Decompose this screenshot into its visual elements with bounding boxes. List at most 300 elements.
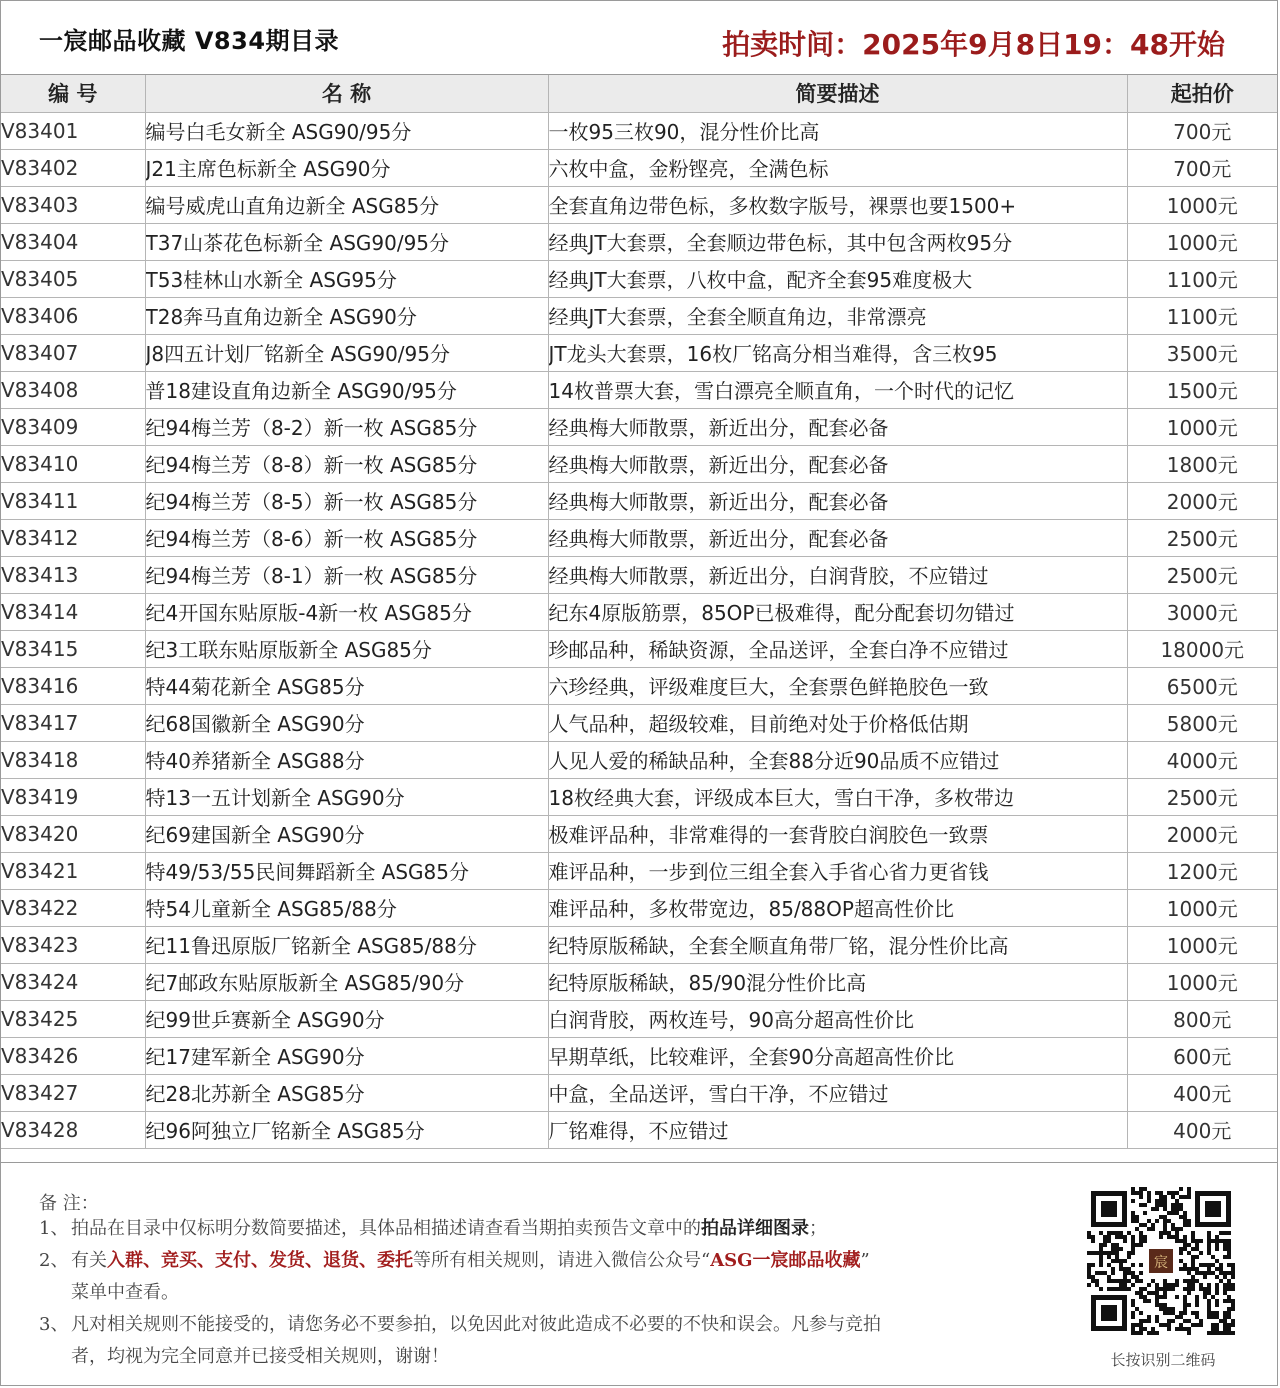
lot-name: J8四五计划厂铭新全 ASG90/95分 — [145, 334, 548, 371]
qr-module — [1143, 1211, 1147, 1215]
notes-section — [1, 1162, 1277, 1386]
qr-module — [1139, 1319, 1143, 1323]
qr-module — [1155, 1291, 1159, 1295]
lot-description: 厂铭难得，不应错过 — [548, 1111, 1127, 1148]
qr-module — [1231, 1299, 1235, 1303]
qr-module — [1123, 1287, 1127, 1291]
qr-module — [1231, 1287, 1235, 1291]
qr-module — [1231, 1267, 1235, 1271]
qr-module — [1191, 1287, 1195, 1291]
qr-module — [1095, 1251, 1099, 1255]
qr-module — [1187, 1331, 1191, 1335]
qr-module — [1227, 1283, 1231, 1287]
qr-module — [1131, 1323, 1135, 1327]
qr-module — [1131, 1215, 1135, 1219]
qr-module — [1187, 1287, 1191, 1291]
qr-module — [1215, 1287, 1219, 1291]
qr-module — [1159, 1215, 1163, 1219]
qr-module — [1111, 1231, 1115, 1235]
qr-module — [1135, 1291, 1139, 1295]
qr-module — [1091, 1251, 1095, 1255]
qr-module — [1215, 1323, 1219, 1327]
qr-module — [1131, 1311, 1135, 1315]
qr-module — [1119, 1283, 1123, 1287]
qr-module — [1219, 1231, 1223, 1235]
qr-module — [1207, 1311, 1211, 1315]
lot-description: 珍邮品种，稀缺资源，全品送评，全套白净不应错过 — [548, 630, 1127, 667]
qr-module — [1207, 1243, 1211, 1247]
qr-module — [1131, 1243, 1135, 1247]
qr-module — [1147, 1283, 1151, 1287]
qr-module — [1139, 1263, 1143, 1267]
qr-module — [1143, 1235, 1147, 1239]
qr-module — [1171, 1223, 1175, 1227]
qr-module — [1095, 1279, 1099, 1283]
qr-module — [1091, 1239, 1095, 1243]
qr-module — [1167, 1235, 1171, 1239]
qr-module — [1223, 1275, 1227, 1279]
qr-module — [1227, 1247, 1231, 1251]
qr-module — [1207, 1331, 1211, 1335]
qr-module — [1223, 1255, 1227, 1259]
table-row — [1, 334, 1277, 371]
qr-module — [1183, 1303, 1187, 1307]
qr-module — [1179, 1251, 1183, 1255]
table-row — [1, 445, 1277, 482]
qr-module — [1143, 1203, 1147, 1207]
lot-description: 纪特原版稀缺，全套全顺直角带厂铭，混分性价比高 — [548, 926, 1127, 963]
qr-module — [1135, 1243, 1139, 1247]
qr-module — [1227, 1255, 1231, 1259]
lot-description: 纪特原版稀缺，85/90混分性价比高 — [548, 963, 1127, 1000]
qr-module — [1091, 1279, 1095, 1283]
qr-module — [1131, 1283, 1135, 1287]
lot-name: 纪28北苏新全 ASG85分 — [145, 1074, 548, 1111]
qr-module — [1143, 1299, 1147, 1303]
qr-module — [1187, 1243, 1191, 1247]
qr-module — [1163, 1287, 1167, 1291]
lot-name: 纪11鲁迅原版厂铭新全 ASG85/88分 — [145, 926, 548, 963]
qr-module — [1227, 1251, 1231, 1255]
qr-module — [1211, 1263, 1215, 1267]
qr-module — [1163, 1203, 1167, 1207]
qr-module — [1155, 1299, 1159, 1303]
qr-module — [1131, 1299, 1135, 1303]
table-row — [1, 926, 1277, 963]
note-text: ； — [809, 1218, 827, 1239]
qr-module — [1187, 1283, 1191, 1287]
qr-module — [1179, 1327, 1183, 1331]
qr-module — [1195, 1311, 1199, 1315]
qr-module — [1159, 1203, 1163, 1207]
qr-module — [1227, 1287, 1231, 1291]
qr-module — [1143, 1327, 1147, 1331]
table-row — [1, 1074, 1277, 1111]
qr-module — [1179, 1207, 1183, 1211]
qr-module — [1139, 1187, 1143, 1191]
qr-module — [1207, 1247, 1211, 1251]
qr-module — [1163, 1323, 1167, 1327]
qr-module — [1183, 1263, 1187, 1267]
qr-module — [1111, 1287, 1115, 1291]
qr-module — [1103, 1271, 1107, 1275]
qr-module — [1123, 1267, 1127, 1271]
lot-description: 难评品种，一步到位三组全套入手省心省力更省钱 — [548, 852, 1127, 889]
qr-module — [1199, 1319, 1203, 1323]
note-text: 有关 — [71, 1250, 107, 1271]
qr-module — [1223, 1283, 1227, 1287]
qr-module — [1131, 1251, 1135, 1255]
lot-name: 特40养猪新全 ASG88分 — [145, 741, 548, 778]
qr-module — [1139, 1191, 1143, 1195]
qr-module — [1183, 1319, 1187, 1323]
qr-module — [1211, 1311, 1215, 1315]
qr-module — [1203, 1271, 1207, 1275]
note-highlight-account: ASG一宸邮品收藏 — [710, 1250, 861, 1271]
lot-start-price: 400元 — [1127, 1111, 1277, 1148]
lot-name: J21主席色标新全 ASG90分 — [145, 149, 548, 186]
qr-module — [1195, 1303, 1199, 1307]
qr-module — [1115, 1255, 1119, 1259]
qr-module — [1107, 1287, 1111, 1291]
lot-name: 纪94梅兰芳（8-2）新一枚 ASG85分 — [145, 408, 548, 445]
lot-name: 普18建设直角边新全 ASG90/95分 — [145, 371, 548, 408]
qr-module — [1195, 1243, 1199, 1247]
qr-module — [1227, 1307, 1231, 1311]
qr-module — [1147, 1195, 1151, 1199]
lot-name: 纪69建国新全 ASG90分 — [145, 815, 548, 852]
qr-module — [1187, 1267, 1191, 1271]
qr-module — [1199, 1239, 1203, 1243]
qr-module — [1147, 1299, 1151, 1303]
lot-start-price: 2500元 — [1127, 519, 1277, 556]
lot-name: 特13一五计划新全 ASG90分 — [145, 778, 548, 815]
column-header-start-price: 起拍价 — [1127, 75, 1277, 112]
qr-module — [1115, 1243, 1119, 1247]
qr-module — [1159, 1303, 1163, 1307]
qr-module — [1191, 1231, 1195, 1235]
qr-module — [1171, 1287, 1175, 1291]
note-emphasis: 拍品详细图录 — [701, 1218, 809, 1239]
qr-module — [1215, 1267, 1219, 1271]
qr-module — [1231, 1323, 1235, 1327]
qr-module — [1127, 1271, 1131, 1275]
qr-module — [1087, 1235, 1091, 1239]
qr-module — [1231, 1331, 1235, 1335]
lot-start-price: 1100元 — [1127, 297, 1277, 334]
lot-start-price: 2000元 — [1127, 815, 1277, 852]
qr-module — [1179, 1247, 1183, 1251]
qr-module — [1215, 1235, 1219, 1239]
qr-module — [1131, 1235, 1135, 1239]
qr-module — [1227, 1243, 1231, 1247]
qr-module — [1131, 1211, 1135, 1215]
qr-module — [1131, 1239, 1135, 1243]
qr-module — [1175, 1327, 1179, 1331]
qr-module — [1135, 1323, 1139, 1327]
qr-module — [1187, 1319, 1191, 1323]
qr-module — [1107, 1279, 1111, 1283]
qr-module — [1207, 1235, 1211, 1239]
lot-code: V83421 — [1, 852, 145, 889]
qr-module — [1111, 1247, 1115, 1251]
qr-module — [1227, 1279, 1231, 1283]
qr-module — [1111, 1267, 1115, 1271]
table-row — [1, 519, 1277, 556]
lot-description: 六珍经典，评级难度巨大，全套票色鲜艳胶色一致 — [548, 667, 1127, 704]
qr-module — [1127, 1231, 1131, 1235]
qr-module — [1231, 1303, 1235, 1307]
lot-code: V83409 — [1, 408, 145, 445]
lot-description: 经典JT大套票，全套全顺直角边，非常漂亮 — [548, 297, 1127, 334]
qr-module — [1143, 1295, 1147, 1299]
lot-description: 经典JT大套票，八枚中盒，配齐全套95难度极大 — [548, 260, 1127, 297]
qr-module — [1119, 1247, 1123, 1251]
qr-module — [1211, 1323, 1215, 1327]
qr-module — [1195, 1239, 1199, 1243]
qr-module — [1155, 1295, 1159, 1299]
qr-module — [1131, 1199, 1135, 1203]
qr-module — [1131, 1315, 1135, 1319]
qr-module — [1183, 1239, 1187, 1243]
lot-name: 纪17建军新全 ASG90分 — [145, 1037, 548, 1074]
note-3 — [39, 1309, 1039, 1373]
qr-module — [1191, 1247, 1195, 1251]
qr-code-icon[interactable] — [1087, 1187, 1235, 1335]
lot-code: V83426 — [1, 1037, 145, 1074]
table-row — [1, 482, 1277, 519]
qr-module — [1163, 1283, 1167, 1287]
qr-module — [1207, 1307, 1211, 1311]
qr-module — [1139, 1235, 1143, 1239]
qr-module — [1115, 1231, 1119, 1235]
qr-module — [1131, 1219, 1135, 1223]
qr-module — [1147, 1199, 1151, 1203]
qr-module — [1215, 1291, 1219, 1295]
qr-module — [1155, 1287, 1159, 1291]
qr-module — [1207, 1271, 1211, 1275]
qr-module — [1143, 1223, 1147, 1227]
lot-name: 特49/53/55民间舞蹈新全 ASG85分 — [145, 852, 548, 889]
qr-module — [1163, 1303, 1167, 1307]
qr-module — [1195, 1323, 1199, 1327]
qr-module — [1203, 1295, 1207, 1299]
lot-start-price: 1100元 — [1127, 260, 1277, 297]
qr-module — [1207, 1283, 1211, 1287]
lot-start-price: 700元 — [1127, 112, 1277, 149]
qr-module — [1115, 1279, 1119, 1283]
qr-module — [1155, 1207, 1159, 1211]
note-number: 3、 — [39, 1314, 69, 1335]
qr-module — [1183, 1211, 1187, 1215]
lot-description: 经典JT大套票，全套顺边带色标，其中包含两枚95分 — [548, 223, 1127, 260]
qr-module — [1183, 1295, 1187, 1299]
lot-start-price: 1000元 — [1127, 889, 1277, 926]
qr-module — [1099, 1247, 1103, 1251]
qr-module — [1099, 1259, 1103, 1263]
lot-name: 纪96阿独立厂铭新全 ASG85分 — [145, 1111, 548, 1148]
qr-module — [1147, 1291, 1151, 1295]
qr-module — [1211, 1271, 1215, 1275]
qr-module — [1099, 1251, 1103, 1255]
qr-module — [1139, 1311, 1143, 1315]
table-row — [1, 260, 1277, 297]
qr-module — [1175, 1315, 1179, 1319]
qr-module — [1175, 1207, 1179, 1211]
qr-module — [1211, 1331, 1215, 1335]
lot-name: 编号威虎山直角边新全 ASG85分 — [145, 186, 548, 223]
qr-module — [1167, 1327, 1171, 1331]
auction-start-time: 拍卖时间：2025年9月8日19：48开始 — [722, 28, 1225, 61]
table-row — [1, 815, 1277, 852]
table-row — [1, 778, 1277, 815]
qr-module — [1203, 1263, 1207, 1267]
qr-module — [1183, 1247, 1187, 1251]
lot-code: V83407 — [1, 334, 145, 371]
qr-module — [1223, 1331, 1227, 1335]
qr-module — [1163, 1199, 1167, 1203]
qr-module — [1215, 1247, 1219, 1251]
qr-module — [1195, 1295, 1199, 1299]
table-row — [1, 371, 1277, 408]
lot-code: V83428 — [1, 1111, 145, 1148]
qr-module — [1119, 1231, 1123, 1235]
qr-module — [1115, 1259, 1119, 1263]
qr-module — [1163, 1279, 1167, 1283]
qr-module — [1175, 1283, 1179, 1287]
qr-module — [1151, 1207, 1155, 1211]
lot-description: 14枚普票大套，雪白漂亮全顺直角，一个时代的记忆 — [548, 371, 1127, 408]
table-row — [1, 1037, 1277, 1074]
qr-module — [1123, 1235, 1127, 1239]
qr-module — [1183, 1327, 1187, 1331]
qr-module — [1175, 1191, 1179, 1195]
qr-module — [1191, 1311, 1195, 1315]
lot-start-price: 400元 — [1127, 1074, 1277, 1111]
qr-module — [1167, 1219, 1171, 1223]
qr-module — [1107, 1231, 1111, 1235]
qr-module — [1091, 1235, 1095, 1239]
qr-module — [1119, 1259, 1123, 1263]
qr-module — [1123, 1239, 1127, 1243]
qr-module — [1171, 1191, 1175, 1195]
lot-code: V83406 — [1, 297, 145, 334]
lot-name: 纪94梅兰芳（8-1）新一枚 ASG85分 — [145, 556, 548, 593]
qr-module — [1227, 1231, 1231, 1235]
qr-module — [1183, 1243, 1187, 1247]
qr-module — [1167, 1323, 1171, 1327]
lot-start-price: 3500元 — [1127, 334, 1277, 371]
lot-description: 经典梅大师散票，新近出分，配套必备 — [548, 408, 1127, 445]
qr-module — [1139, 1327, 1143, 1331]
qr-module — [1099, 1231, 1103, 1235]
qr-module — [1151, 1279, 1155, 1283]
lot-name: 特54儿童新全 ASG85/88分 — [145, 889, 548, 926]
qr-module — [1223, 1287, 1227, 1291]
qr-module — [1171, 1235, 1175, 1239]
qr-module — [1167, 1319, 1171, 1323]
qr-module — [1175, 1231, 1179, 1235]
qr-module — [1131, 1327, 1135, 1331]
lot-description: 白润背胶，两枚连号，90高分超高性价比 — [548, 1000, 1127, 1037]
lot-code: V83419 — [1, 778, 145, 815]
lot-code: V83413 — [1, 556, 145, 593]
qr-module — [1183, 1219, 1187, 1223]
qr-module — [1131, 1263, 1135, 1267]
qr-module — [1115, 1247, 1119, 1251]
qr-module — [1191, 1263, 1195, 1267]
qr-module — [1171, 1283, 1175, 1287]
qr-module — [1135, 1227, 1139, 1231]
qr-module — [1167, 1307, 1171, 1311]
qr-module — [1119, 1279, 1123, 1283]
qr-module — [1187, 1187, 1191, 1191]
qr-module — [1187, 1291, 1191, 1295]
qr-module — [1179, 1315, 1183, 1319]
qr-module — [1179, 1239, 1183, 1243]
qr-module — [1147, 1191, 1151, 1195]
qr-module — [1211, 1295, 1215, 1299]
qr-module — [1091, 1275, 1095, 1279]
qr-module — [1103, 1251, 1107, 1255]
lot-name: 特44菊花新全 ASG85分 — [145, 667, 548, 704]
lot-start-price: 2000元 — [1127, 482, 1277, 519]
qr-module — [1095, 1283, 1099, 1287]
qr-module — [1171, 1195, 1175, 1199]
qr-module — [1127, 1255, 1131, 1259]
qr-module — [1139, 1287, 1143, 1291]
lot-start-price: 1200元 — [1127, 852, 1277, 889]
qr-finder-top-right — [1195, 1191, 1231, 1227]
qr-module — [1191, 1259, 1195, 1263]
note-text: 者，均视为完全同意并已接受相关规则，谢谢！ — [71, 1346, 449, 1367]
qr-module — [1207, 1251, 1211, 1255]
qr-module — [1211, 1255, 1215, 1259]
lot-start-price: 2500元 — [1127, 556, 1277, 593]
qr-module — [1087, 1231, 1091, 1235]
qr-module — [1175, 1227, 1179, 1231]
qr-module — [1131, 1191, 1135, 1195]
qr-module — [1107, 1255, 1111, 1259]
qr-module — [1179, 1227, 1183, 1231]
table-row — [1, 852, 1277, 889]
qr-module — [1183, 1195, 1187, 1199]
qr-module — [1207, 1239, 1211, 1243]
lot-code: V83423 — [1, 926, 145, 963]
qr-module — [1187, 1279, 1191, 1283]
qr-module — [1171, 1211, 1175, 1215]
lot-start-price: 1000元 — [1127, 223, 1277, 260]
lot-start-price: 600元 — [1127, 1037, 1277, 1074]
qr-module — [1155, 1303, 1159, 1307]
qr-module — [1087, 1283, 1091, 1287]
qr-module — [1219, 1319, 1223, 1323]
qr-module — [1167, 1287, 1171, 1291]
qr-module — [1211, 1327, 1215, 1331]
qr-module — [1223, 1319, 1227, 1323]
qr-module — [1115, 1235, 1119, 1239]
lot-table-body — [1, 112, 1277, 1148]
qr-module — [1187, 1219, 1191, 1223]
lot-name: 纪4开国东贴原版-4新一枚 ASG85分 — [145, 593, 548, 630]
table-header-row — [1, 75, 1277, 112]
qr-module — [1131, 1187, 1135, 1191]
table-row — [1, 630, 1277, 667]
lot-code: V83414 — [1, 593, 145, 630]
table-row — [1, 223, 1277, 260]
qr-module — [1215, 1275, 1219, 1279]
column-header-name: 名 称 — [145, 75, 548, 112]
